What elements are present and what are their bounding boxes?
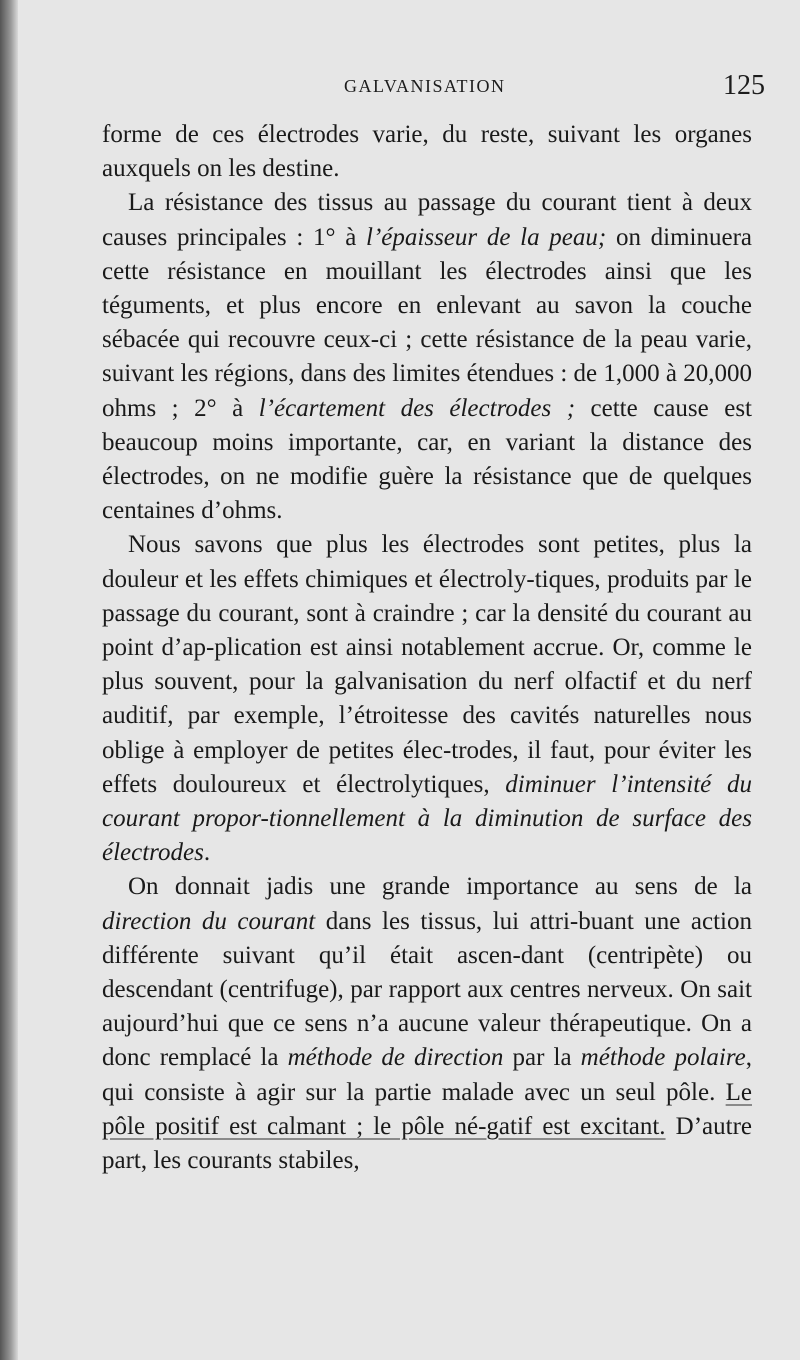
text-run: Nous savons que plus les électrodes sont petites, plus la douleur et les effets chimiques et électroly-tiques, produits par le passage du courant, sont à craindre ; car la densité du courant au point d’ap-plication est ainsi notablement accrue. Or, comme le plus souvent, pour la galvanisation du nerf olfactif et du nerf auditif, par exemple, l’étroitesse des cavités naturelles nous oblige à employer de petites élec-trodes, il faut, pour éviter les effets douloureux et électrolytiques,: [102, 531, 752, 798]
text-run: par la: [503, 1044, 581, 1072]
page-header: [100, 70, 765, 106]
paragraph: [102, 870, 752, 1178]
page-number: 125: [723, 70, 765, 101]
text-run: cette cause est beaucoup moins importante, car, en variant la distance des électrodes, on ne modifie guère la résistance que de quelques centaines d’ohms.: [102, 394, 753, 525]
italic-phrase: diminuer l’intensité du courant propor-tionnellement à la diminution de surface des électrodes: [102, 770, 752, 867]
paragraph: [102, 528, 752, 870]
italic-phrase: l’écartement des électrodes ;: [258, 394, 576, 422]
italic-phrase: direction du courant: [102, 907, 316, 935]
underlined-phrase: Le pôle positif est calmant ; le pôle né-gatif est excitant.: [102, 1078, 752, 1140]
paragraph: [102, 118, 752, 186]
page-gutter-shadow: [0, 0, 18, 1360]
italic-phrase: méthode de direction: [287, 1044, 504, 1072]
text-run: La résistance des tissus au passage du courant tient à deux causes principales : 1° à: [102, 189, 752, 251]
text-run: on diminuera cette résistance en mouillant les électrodes ainsi que les téguments, et plus encore en enlevant au savon la couche sébacée qui recouvre ceux-ci ; cette résistance de la peau varie, suivant les régions, dans des limites étendues : de 1,000 à 20,000 ohms ; 2° à: [102, 223, 753, 422]
italic-phrase: méthode polaire: [580, 1044, 746, 1072]
running-head: GALVANISATION: [344, 76, 506, 96]
text-run: dans les tissus, lui attri-buant une action différente suivant qu’il était ascen-dant (centripète) ou descendant (centrifuge), par rapport aux centres nerveux. On sait aujourd’hui que ce sens n’a aucune valeur thérapeutique. On a donc remplacé la: [102, 907, 753, 1072]
paragraph: [102, 186, 752, 528]
text-run: On donnait jadis une grande importance au sens de la: [128, 873, 752, 901]
text-run: , qui consiste à agir sur la partie malade avec un seul pôle.: [102, 1044, 753, 1106]
italic-phrase: l’épaisseur de la peau;: [366, 223, 607, 251]
text-run: forme de ces électrodes varie, du reste, suivant les organes auxquels on les destine.: [102, 121, 752, 183]
text-run: .: [203, 839, 211, 867]
text-run: D’autre part, les courants stabiles,: [102, 1112, 752, 1175]
body-text: [102, 118, 752, 1178]
